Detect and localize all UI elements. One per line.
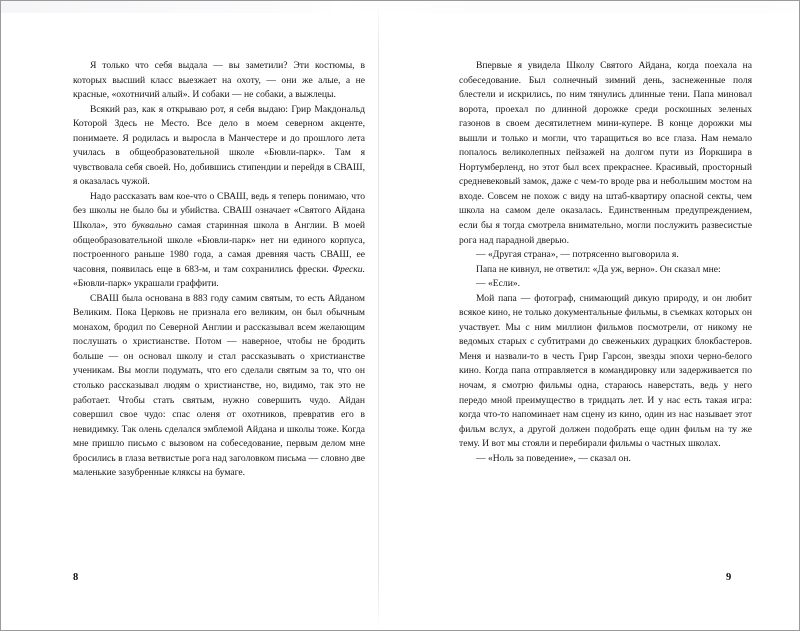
paragraph: Надо рассказать вам кое-что о СВАШ, ведь я теперь понимаю, что без школы не было бы и убийства. СВАШ означает «Святого Айдана Школа», это буквально самая старинная школа в Англии. В моей общеобразовательной школе «Бювли-парк» нет ни единого корпуса, построенного раньше 1980 года, а самая древняя часть СВАШ, ее часовня, появилась еще в 683-м, и там сохранились фрески. Фрески. «Бювли-парк» украшали граффити. xyxy=(73,190,365,290)
paragraph: — «Ноль за поведение», — сказал он. xyxy=(476,452,631,464)
paragraph: Мой папа — фотограф, снимающий дикую природу, и он любит всякое кино, не только документальные фильмы, в съемках которых он участвует. Мы с ним миллион фильмов посмотрели, от никому не ведомых старых с субтитрами до свеженьких дурацких блокбастеров. Меня и назвали-то в честь Грир Гарсон, звезды эпохи черно-белого кино. Когда папа отправляется в командировку или задерживается по ночам, я смотрю фильмы одна, стараюсь наверстать, ведь у него передо мной преимущество в тридцать лет. И у нас есть такая игра: когда что-то напоминает нам сцену из кино, один из нас называет этот фильм вслух, а другой должен подобрать еще один фильм на ту же тему. И вот мы стояли и перебирали фильмы о частных школах. xyxy=(459,292,752,450)
page-left xyxy=(1,1,379,631)
left-page-text-block xyxy=(73,59,365,481)
paragraph: СВАШ была основана в 883 году самим святым, то есть Айданом Великим. Пока Церковь не признала его великим, он был обычным монахом, бродил по Северной Англии и рассказывал всем желающим послушать о христианстве. Потом — наверное, чтобы не бродить больше — он основал школу и стал рассказывать о христианстве ученикам. Вы могли подумать, что его сделали святым за то, что он столько рассказывал людям о христианстве, но, видимо, так это не работает. Чтобы стать святым, нужно совершить чудо. Айдан совершил свое чудо: спас оленя от охотников, превратив его в невидимку. Так олень сделался эмблемой Айдана и школы тоже. Когда мне пришло письмо с вызовом на собеседование, первым делом мне бросились в глаза ветвистые рога над заголовком письма — словно две маленькие зазубренные кляксы на бумаге. xyxy=(73,292,365,479)
page-right xyxy=(379,1,800,631)
paragraph: Всякий раз, как я открываю рот, я себя выдаю: Грир Макдональд Которой Здесь не Место. Все дело в моем северном акценте, понимаете. Я родилась и выросла в Манчестере и до прошлого лета училась в общеобразовательной школе «Бювли-парк». Там я чувствовала себя своей. Но, добившись стипендии и перейдя в СВАШ, я оказалась чужой. xyxy=(73,103,365,188)
page-number-right: 9 xyxy=(726,572,732,583)
page-number-left: 8 xyxy=(73,572,79,583)
paragraph: Я только что себя выдала — вы заметили? Эти костюмы, в которых высший класс выезжает на охоту, — они же алые, а не красные, «охотничий алый». И собаки — не собаки, а выжлецы. xyxy=(73,60,365,101)
paragraph: Папа не кивнул, не ответил: «Да уж, верно». Он сказал мне: xyxy=(476,263,721,275)
right-page-text-block xyxy=(459,59,752,466)
paragraph: Впервые я увидела Школу Святого Айдана, когда поехала на собеседование. Был солнечный зимний день, заснеженные поля блестели и искрились, по ним тянулись длинные тени. Папа миновал ворота, проехал по длинной дорожке среди роскошных зеленых газонов в своем десятилетнем мини-купере. В конце дорожки мы вышли и только и могли, что таращиться во все глаза. Нам немало попалось великолепных пейзажей на долгом пути из Йоркшира в Нортумберленд, но этот был всех прекраснее. Красивый, просторный средневековый замок, даже с чем-то вроде рва и небольшим мостом на входе. Совсем не похож с виду на штаб-квартиру опасной секты, чем школа на самом деле оказалась. Единственным предупреждением, если бы я тогда смотрела внимательно, могли послужить развесистые рога над парадной дверью. xyxy=(459,60,752,246)
paragraph: — «Другая страна», — потрясенно выговорила я. xyxy=(476,249,679,261)
paragraph: — «Если». xyxy=(476,278,521,290)
